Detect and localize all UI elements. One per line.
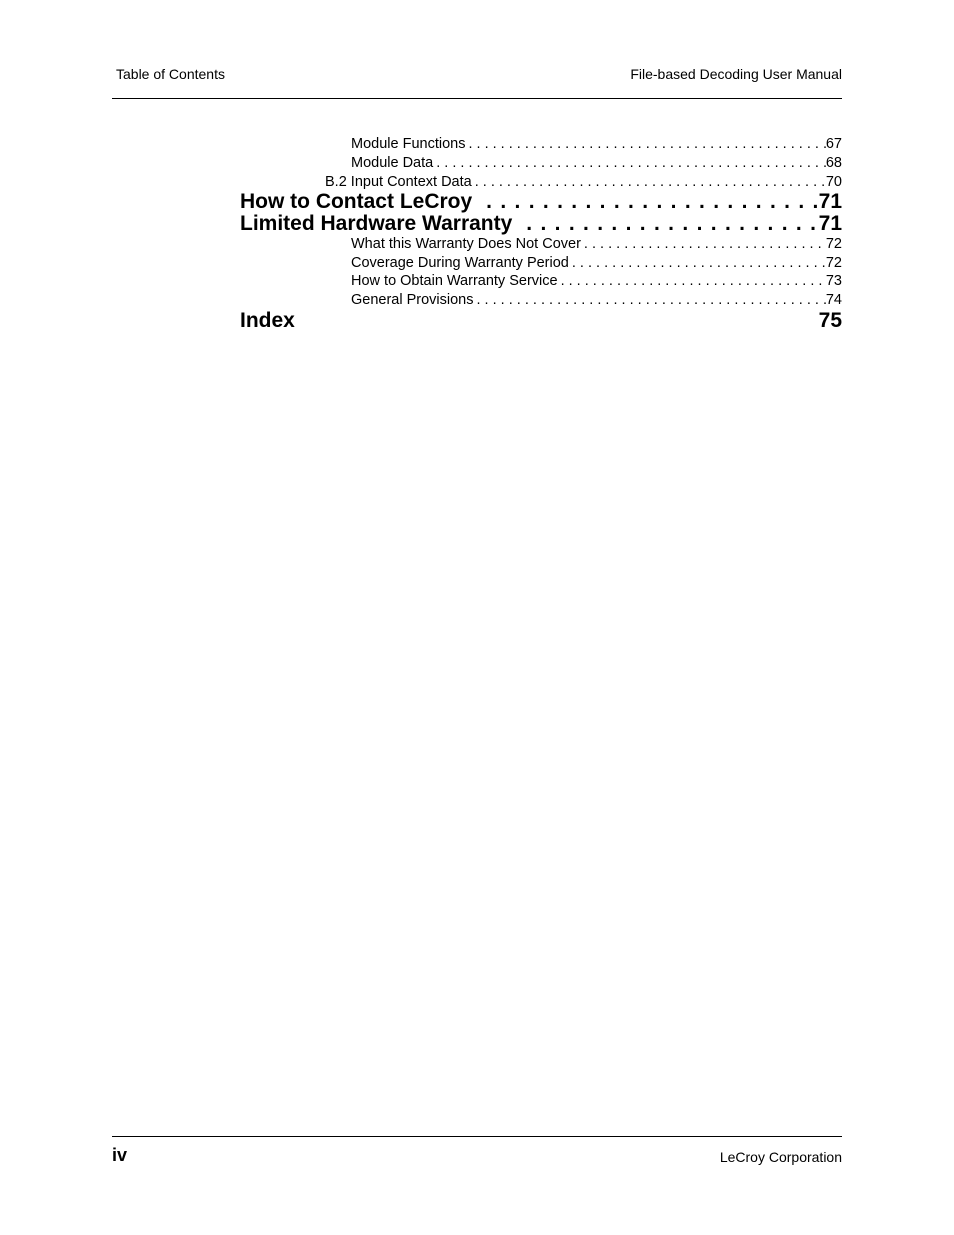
toc-entry-page: 72 xyxy=(825,255,842,271)
toc-entry-coverage-period[interactable] xyxy=(351,254,842,273)
toc-entry-module-functions[interactable] xyxy=(351,135,842,154)
footer-company: LeCroy Corporation xyxy=(719,1149,842,1165)
toc-entry-label: How to Obtain Warranty Service xyxy=(351,273,558,289)
toc-entry-label: Limited Hardware Warranty xyxy=(240,212,513,235)
toc-entry-page: 70 xyxy=(825,174,842,190)
toc-entry-page: 71 xyxy=(818,212,842,235)
toc-entry-label: Module Functions xyxy=(351,136,466,152)
toc-entry-label: Index xyxy=(240,309,295,332)
toc-entry-obtain-service[interactable] xyxy=(351,272,842,291)
toc-entry-page: 75 xyxy=(818,309,842,332)
toc-leader-dots xyxy=(581,235,826,254)
toc-leader-dots xyxy=(569,254,826,273)
page-footer xyxy=(112,1136,842,1165)
toc-leader-dots xyxy=(474,291,826,310)
toc-leader-dots xyxy=(465,135,825,154)
toc-entry-module-data[interactable] xyxy=(351,154,842,173)
toc-entry-page: 74 xyxy=(825,292,842,308)
toc-entry-label: General Provisions xyxy=(351,292,474,308)
toc-entry-label: How to Contact LeCroy xyxy=(240,190,473,213)
header-manual-title: File-based Decoding User Manual xyxy=(630,66,842,82)
toc-leader-dots xyxy=(512,212,818,236)
toc-leader-dots xyxy=(558,272,826,291)
toc-entry-warranty-not-cover[interactable] xyxy=(351,235,842,254)
toc-entry-page: 71 xyxy=(818,190,842,213)
toc-entry-index[interactable] xyxy=(240,309,842,333)
toc-entry-label: B.2 Input Context Data xyxy=(325,174,472,190)
toc-entry-how-to-contact[interactable] xyxy=(240,190,842,214)
footer-page-number: iv xyxy=(112,1145,128,1165)
header-section-title: Table of Contents xyxy=(116,66,225,82)
toc-entry-page: 68 xyxy=(825,155,842,171)
toc-entry-page: 72 xyxy=(825,236,842,252)
toc-entry-page: 67 xyxy=(825,136,842,152)
toc-leader-dots xyxy=(433,154,826,173)
page-header xyxy=(112,64,842,99)
toc-entry-limited-warranty[interactable] xyxy=(240,212,842,236)
toc-entry-label: Module Data xyxy=(351,155,434,171)
toc-entry-page: 73 xyxy=(825,273,842,289)
toc-entry-general-provisions[interactable] xyxy=(351,291,842,310)
toc-entry-label: Coverage During Warranty Period xyxy=(351,255,569,271)
toc-leader-dots xyxy=(472,190,818,214)
toc-entry-label: What this Warranty Does Not Cover xyxy=(351,236,581,252)
